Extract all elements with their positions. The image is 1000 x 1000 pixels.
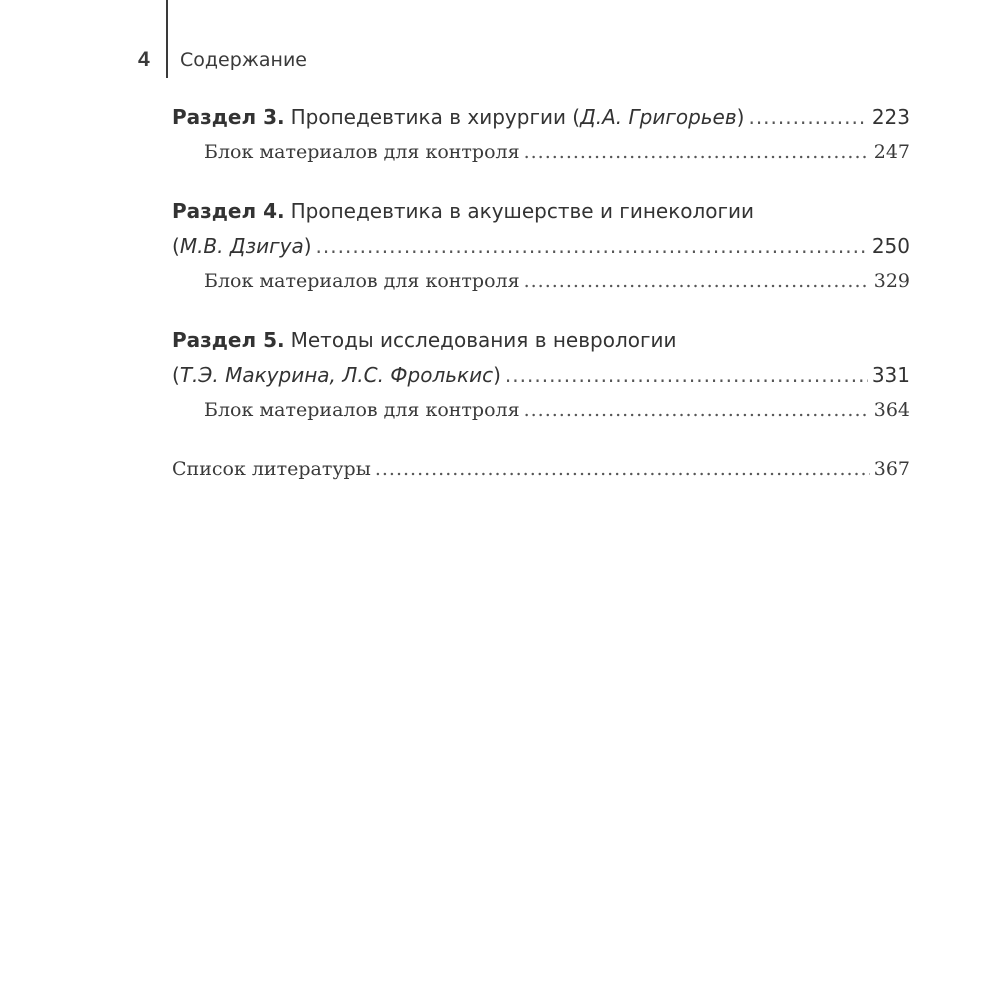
section-close-paren: ): [493, 363, 501, 387]
spacer: [172, 170, 910, 194]
section-label: Раздел 4.: [172, 199, 285, 223]
section-close-paren: ): [736, 105, 745, 129]
page-ref: 329: [873, 270, 910, 292]
dot-leader: [524, 264, 870, 299]
toc-entry-section-5-control[interactable]: [172, 393, 910, 428]
toc-entry-section-5-author[interactable]: [172, 358, 910, 393]
page-ref: 367: [873, 458, 910, 480]
spacer: [172, 428, 910, 452]
section-label: Раздел 3.: [172, 105, 285, 129]
section-author: Д.А. Григорьев: [580, 105, 737, 129]
dot-leader: [375, 452, 870, 487]
page-ref: 331: [871, 363, 910, 387]
dot-leader: [748, 100, 867, 135]
dot-leader: [524, 393, 870, 428]
spacer: [172, 299, 910, 323]
section-open-paren: (: [172, 234, 180, 258]
section-label: Раздел 5.: [172, 328, 285, 352]
table-of-contents: [172, 100, 910, 487]
section-author: М.В. Дзигуа: [179, 234, 304, 258]
page-ref: 364: [873, 399, 910, 421]
toc-entry-section-4-control[interactable]: [172, 264, 910, 299]
toc-entry-section-5[interactable]: [172, 323, 910, 358]
toc-entry-section-3-control[interactable]: [172, 135, 910, 170]
toc-entry-section-4-author[interactable]: [172, 229, 910, 264]
section-close-paren: ): [303, 234, 312, 258]
section-title: Пропедевтика в акушерстве и гинекологии: [290, 199, 755, 223]
page-ref: 223: [871, 105, 910, 129]
running-header: [0, 44, 400, 76]
section-open-paren: (: [172, 363, 180, 387]
subsection-title: Блок материалов для контроля: [204, 399, 520, 421]
toc-entry-section-3[interactable]: [172, 100, 910, 135]
page-number: 4: [138, 48, 150, 71]
section-author: Т.Э. Макурина, Л.С. Фролькис: [179, 363, 494, 387]
section-title: Методы исследования в неврологии: [290, 328, 677, 352]
references-title: Список литературы: [172, 458, 371, 480]
header-title: Содержание: [180, 49, 307, 71]
subsection-title: Блок материалов для контроля: [204, 141, 520, 163]
toc-entry-references[interactable]: [172, 452, 910, 487]
page-ref: 250: [871, 234, 910, 258]
page-ref: 247: [873, 141, 910, 163]
dot-leader: [316, 229, 868, 264]
section-title: Пропедевтика в хирургии (: [290, 105, 581, 129]
dot-leader: [505, 358, 868, 393]
dot-leader: [524, 135, 870, 170]
subsection-title: Блок материалов для контроля: [204, 270, 520, 292]
toc-entry-section-4[interactable]: [172, 194, 910, 229]
